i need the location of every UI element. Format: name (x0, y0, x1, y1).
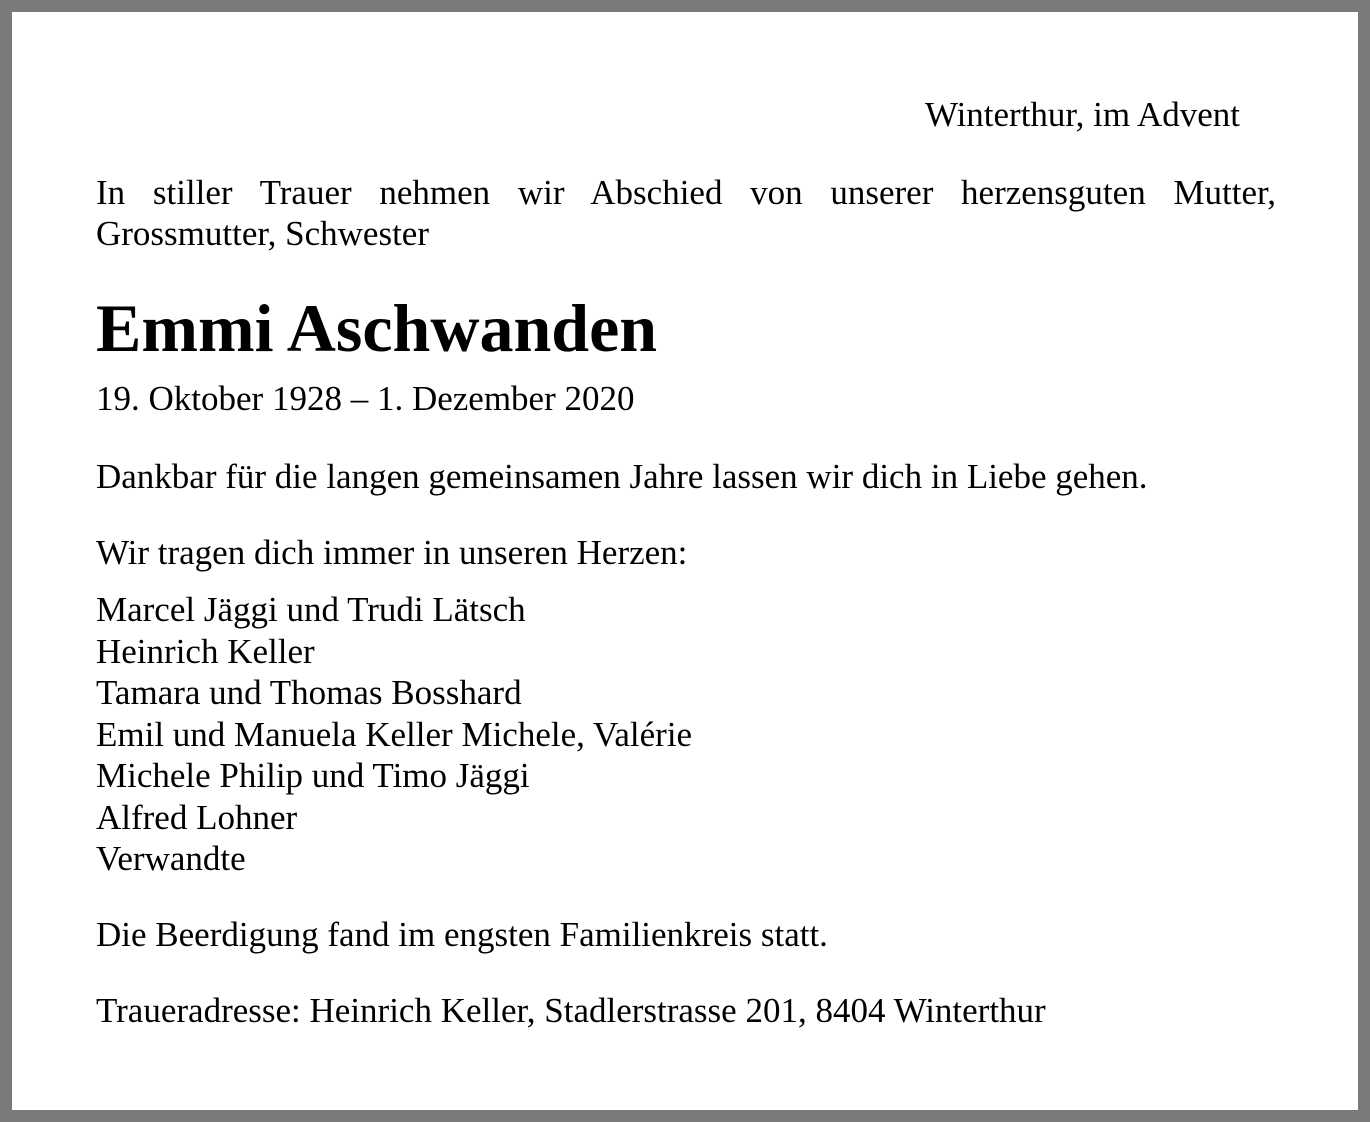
funeral-note: Die Beerdigung fand im engsten Familienkreis statt. (96, 915, 828, 954)
gratitude-text: Dankbar für die langen gemeinsamen Jahre lassen wir dich in Liebe gehen. (96, 457, 1148, 496)
deceased-name: Emmi Aschwanden (96, 290, 658, 366)
mourner-name: Tamara und Thomas Bosshard (96, 673, 522, 712)
intro-text: In stiller Trauer nehmen wir Abschied von unserer herzensguten Mutter, Grossmutter, Schwester (96, 173, 1276, 253)
mourner-name: Alfred Lohner (96, 797, 298, 837)
mourner-name: Heinrich Keller (96, 631, 315, 671)
mourner-name: Michele Philip und Timo Jäggi (96, 756, 530, 795)
place-date: Winterthur, im Advent (924, 95, 1240, 134)
mourners-list (96, 589, 692, 880)
mourner-name: Verwandte (96, 839, 246, 878)
hearts-line: Wir tragen dich immer in unseren Herzen: (96, 533, 688, 572)
obituary-notice (12, 12, 1358, 1110)
mourner-name: Marcel Jäggi und Trudi Lätsch (96, 590, 526, 629)
mourner-name: Emil und Manuela Keller Michele, Valérie (96, 714, 693, 754)
life-dates: 19. Oktober 1928 – 1. Dezember 2020 (96, 379, 635, 418)
mourning-address: Traueradresse: Heinrich Keller, Stadlerstrasse 201, 8404 Winterthur (96, 991, 1046, 1030)
